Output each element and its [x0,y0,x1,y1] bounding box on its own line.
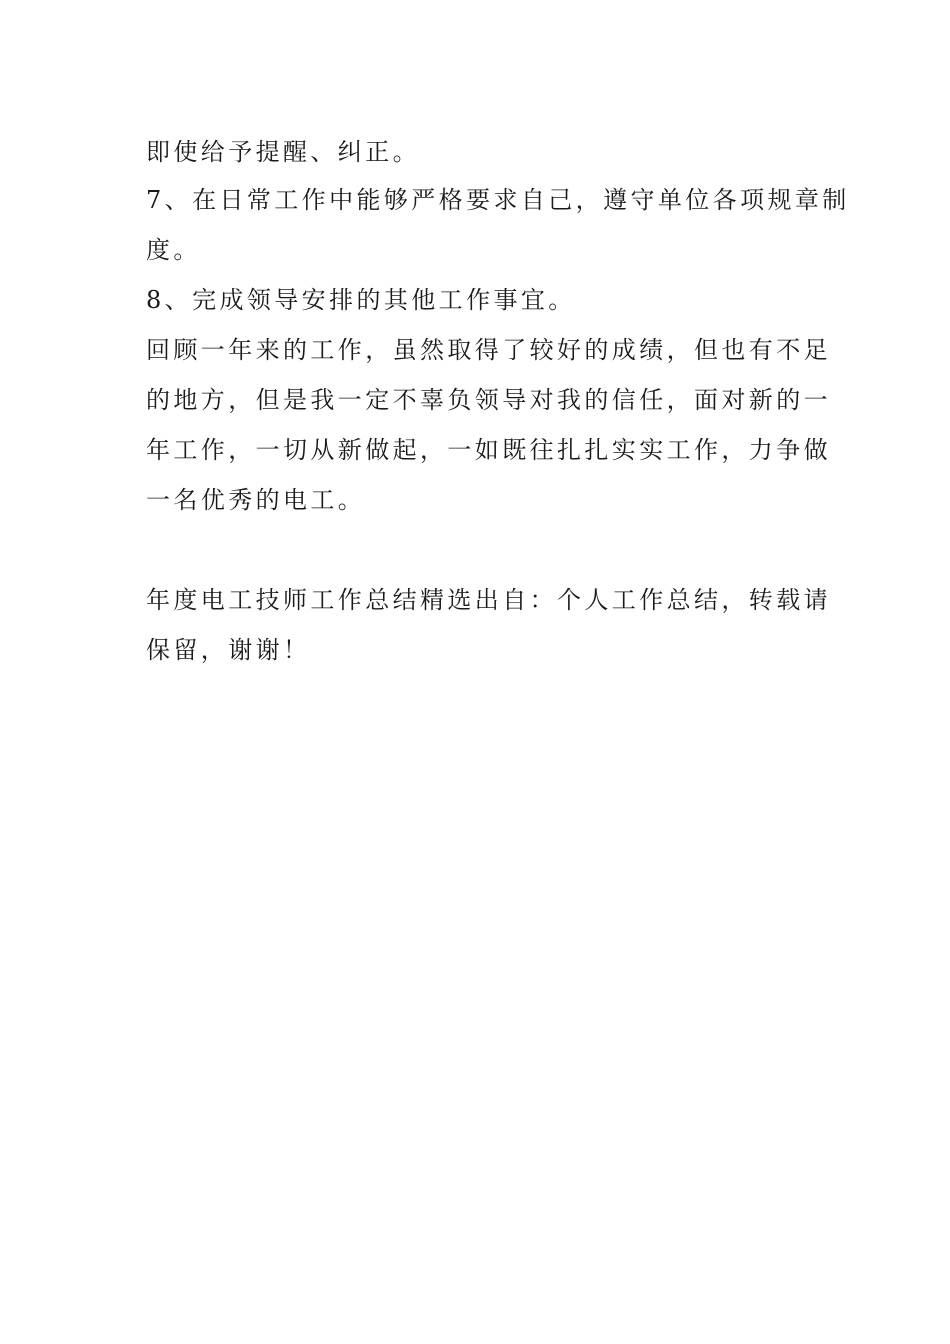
summary-paragraph-line: 回顾一年来的工作，虽然取得了较好的成绩，但也有不足 [146,336,831,364]
list-item-7: 7、在日常工作中能够严格要求自己，遵守单位各项规章制 [146,186,850,214]
text-line: 即使给予提醒、纠正。 [146,138,420,166]
list-item-8: 8、完成领导安排的其他工作事宜。 [146,286,576,314]
summary-paragraph-line: 一名优秀的电工。 [146,486,366,514]
source-note-line: 年度电工技师工作总结精选出自：个人工作总结，转载请 [146,586,831,614]
list-item-7-continued: 度。 [146,236,201,264]
source-note-line: 保留，谢谢！ [146,636,311,664]
summary-paragraph-line: 的地方，但是我一定不辜负领导对我的信任，面对新的一 [146,386,831,414]
summary-paragraph-line: 年工作，一切从新做起，一如既往扎扎实实工作，力争做 [146,436,831,464]
